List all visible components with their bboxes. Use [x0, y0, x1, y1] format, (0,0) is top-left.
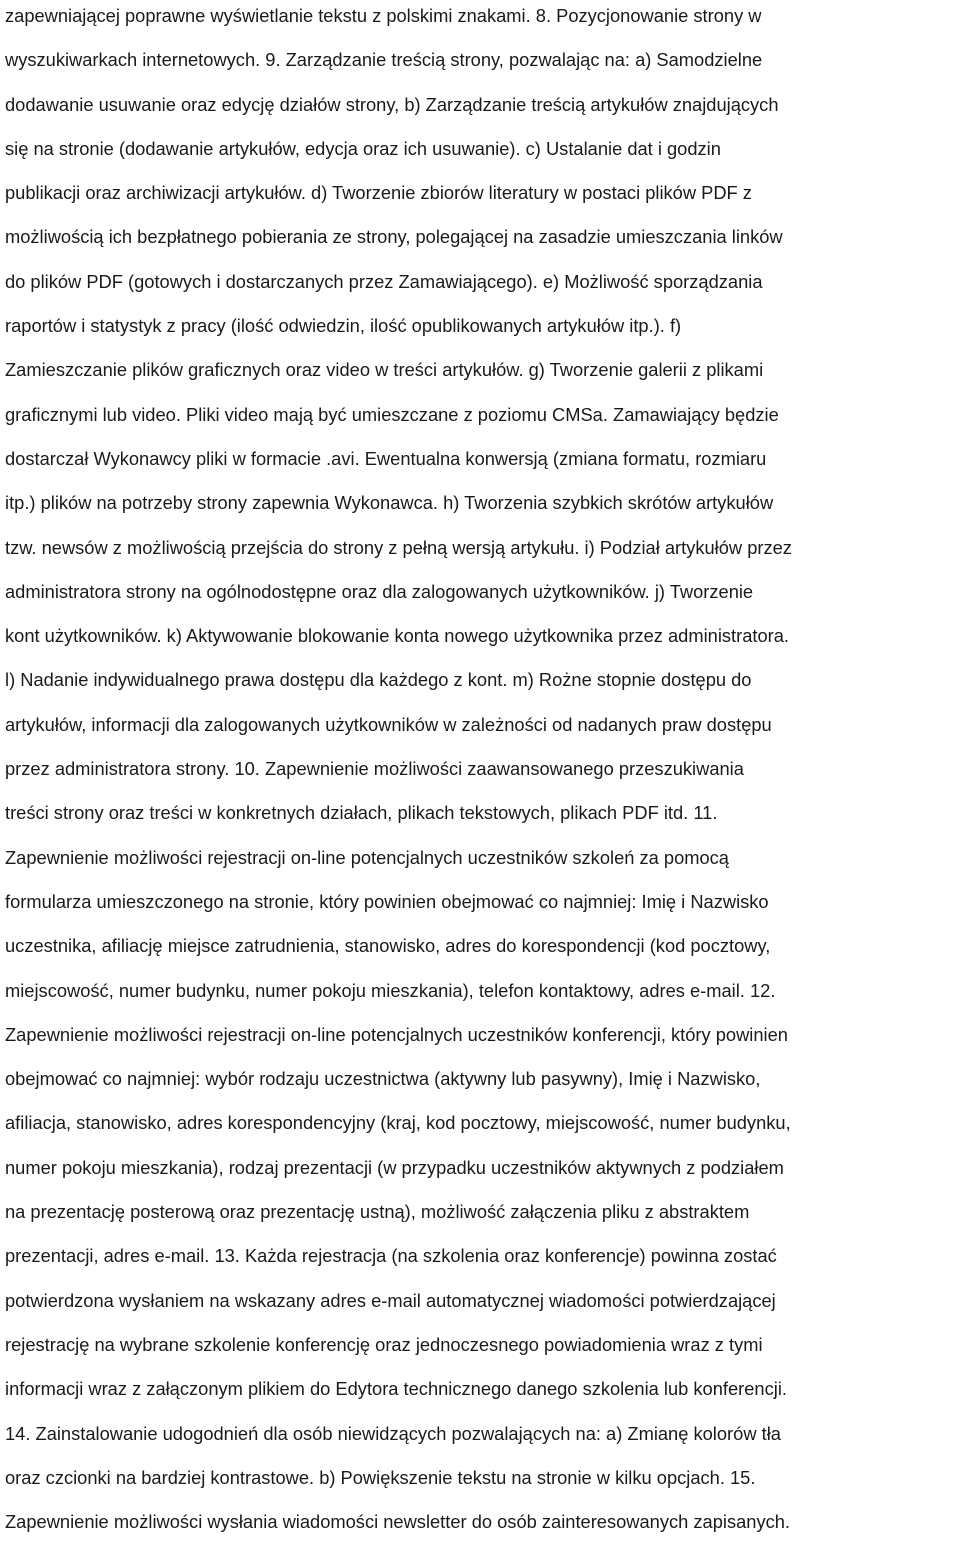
text-line: możliwością ich bezpłatnego pobierania ze strony, polegającej na zasadzie umieszczania linków	[5, 226, 783, 248]
text-line: treści strony oraz treści w konkretnych działach, plikach tekstowych, plikach PDF itd. 11.	[5, 802, 718, 824]
text-line: Zapewnienie możliwości wysłania wiadomości newsletter do osób zainteresowanych zapisanych.	[5, 1511, 791, 1533]
text-line: dodawanie usuwanie oraz edycję działów strony, b) Zarządzanie treścią artykułów znajdujących	[5, 93, 779, 115]
text-line: do plików PDF (gotowych i dostarczanych przez Zamawiającego). e) Możliwość sporządzania	[5, 270, 763, 292]
text-line: raportów i statystyk z pracy (ilość odwiedzin, ilość opublikowanych artykułów itp.). f)	[5, 315, 682, 337]
text-line: na prezentację posterową oraz prezentację ustną), możliwość załączenia pliku z abstraktem	[5, 1201, 750, 1223]
text-line: l) Nadanie indywidualnego prawa dostępu dla każdego z kont. m) Rożne stopnie dostępu do	[5, 669, 752, 691]
text-line: Zapewnienie możliwości rejestracji on-line potencjalnych uczestników konferencji, który powinien	[5, 1023, 788, 1045]
text-line: oraz czcionki na bardziej kontrastowe. b) Powiększenie tekstu na stronie w kilku opcjach. 15.	[5, 1466, 756, 1488]
text-line: potwierdzona wysłaniem na wskazany adres e-mail automatycznej wiadomości potwierdzającej	[5, 1289, 776, 1311]
text-line: zapewniającej poprawne wyświetlanie tekstu z polskimi znakami. 8. Pozycjonowanie strony w	[5, 5, 762, 26]
text-line: Zapewnienie możliwości rejestracji on-line potencjalnych uczestników szkoleń za pomocą	[5, 846, 729, 868]
text-line: publikacji oraz archiwizacji artykułów. d) Tworzenie zbiorów literatury w postaci plików PDF z	[5, 182, 752, 204]
text-line: administratora strony na ogólnodostępne oraz dla zalogowanych użytkowników. j) Tworzenie	[5, 580, 754, 602]
text-line: informacji wraz z załączonym plikiem do Edytora technicznego danego szkolenia lub konferencji.	[5, 1378, 787, 1400]
text-line: miejscowość, numer budynku, numer pokoju mieszkania), telefon kontaktowy, adres e-mail. 12.	[5, 979, 776, 1001]
text-line: graficznymi lub video. Pliki video mają być umieszczane z poziomu CMSa. Zamawiający będzie	[5, 403, 779, 425]
text-line: 14. Zainstalowanie udogodnień dla osób niewidzących pozwalających na: a) Zmianę kolorów tła	[5, 1422, 781, 1444]
text-line: itp.) plików na potrzeby strony zapewnia Wykonawca. h) Tworzenia szybkich skrótów artykułów	[5, 492, 774, 514]
text-line: przez administratora strony. 10. Zapewnienie możliwości zaawansowanego przeszukiwania	[5, 758, 744, 780]
text-line: kont użytkowników. k) Aktywowanie blokowanie konta nowego użytkownika przez administratora.	[5, 625, 789, 647]
text-line: się na stronie (dodawanie artykułów, edycja oraz ich usuwanie). c) Ustalanie dat i godzin	[5, 137, 721, 159]
text-line: Zamieszczanie plików graficznych oraz video w treści artykułów. g) Tworzenie galerii z plikami	[5, 359, 764, 381]
text-line: rejestrację na wybrane szkolenie konferencję oraz jednoczesnego powiadomienia wraz z tymi	[5, 1333, 763, 1355]
text-line: prezentacji, adres e-mail. 13. Każda rejestracja (na szkolenia oraz konferencje) powinna zostać	[5, 1245, 777, 1267]
text-line: numer pokoju mieszkania), rodzaj prezentacji (w przypadku uczestników aktywnych z podziałem	[5, 1156, 784, 1178]
text-line: obejmować co najmniej: wybór rodzaju uczestnictwa (aktywny lub pasywny), Imię i Nazwisko,	[5, 1068, 761, 1090]
text-line: afiliacja, stanowisko, adres korespondencyjny (kraj, kod pocztowy, miejscowość, numer budynku,	[5, 1112, 791, 1134]
text-line: wyszukiwarkach internetowych. 9. Zarządzanie treścią strony, pozwalając na: a) Samodzielne	[5, 49, 763, 71]
text-line: uczestnika, afiliację miejsce zatrudnienia, stanowisko, adres do korespondencji (kod pocztowy,	[5, 935, 771, 957]
text-line: artykułów, informacji dla zalogowanych użytkowników w zależności od nadanych praw dostępu	[5, 713, 772, 735]
document-body	[5, 0, 960, 1544]
text-line: dostarczał Wykonawcy pliki w formacie .avi. Ewentualna konwersją (zmiana formatu, rozmiaru	[5, 447, 767, 469]
text-line: tzw. newsów z możliwością przejścia do strony z pełną wersją artykułu. i) Podział artykułów przez	[5, 536, 792, 558]
text-line: formularza umieszczonego na stronie, który powinien obejmować co najmniej: Imię i Nazwisko	[5, 890, 769, 912]
